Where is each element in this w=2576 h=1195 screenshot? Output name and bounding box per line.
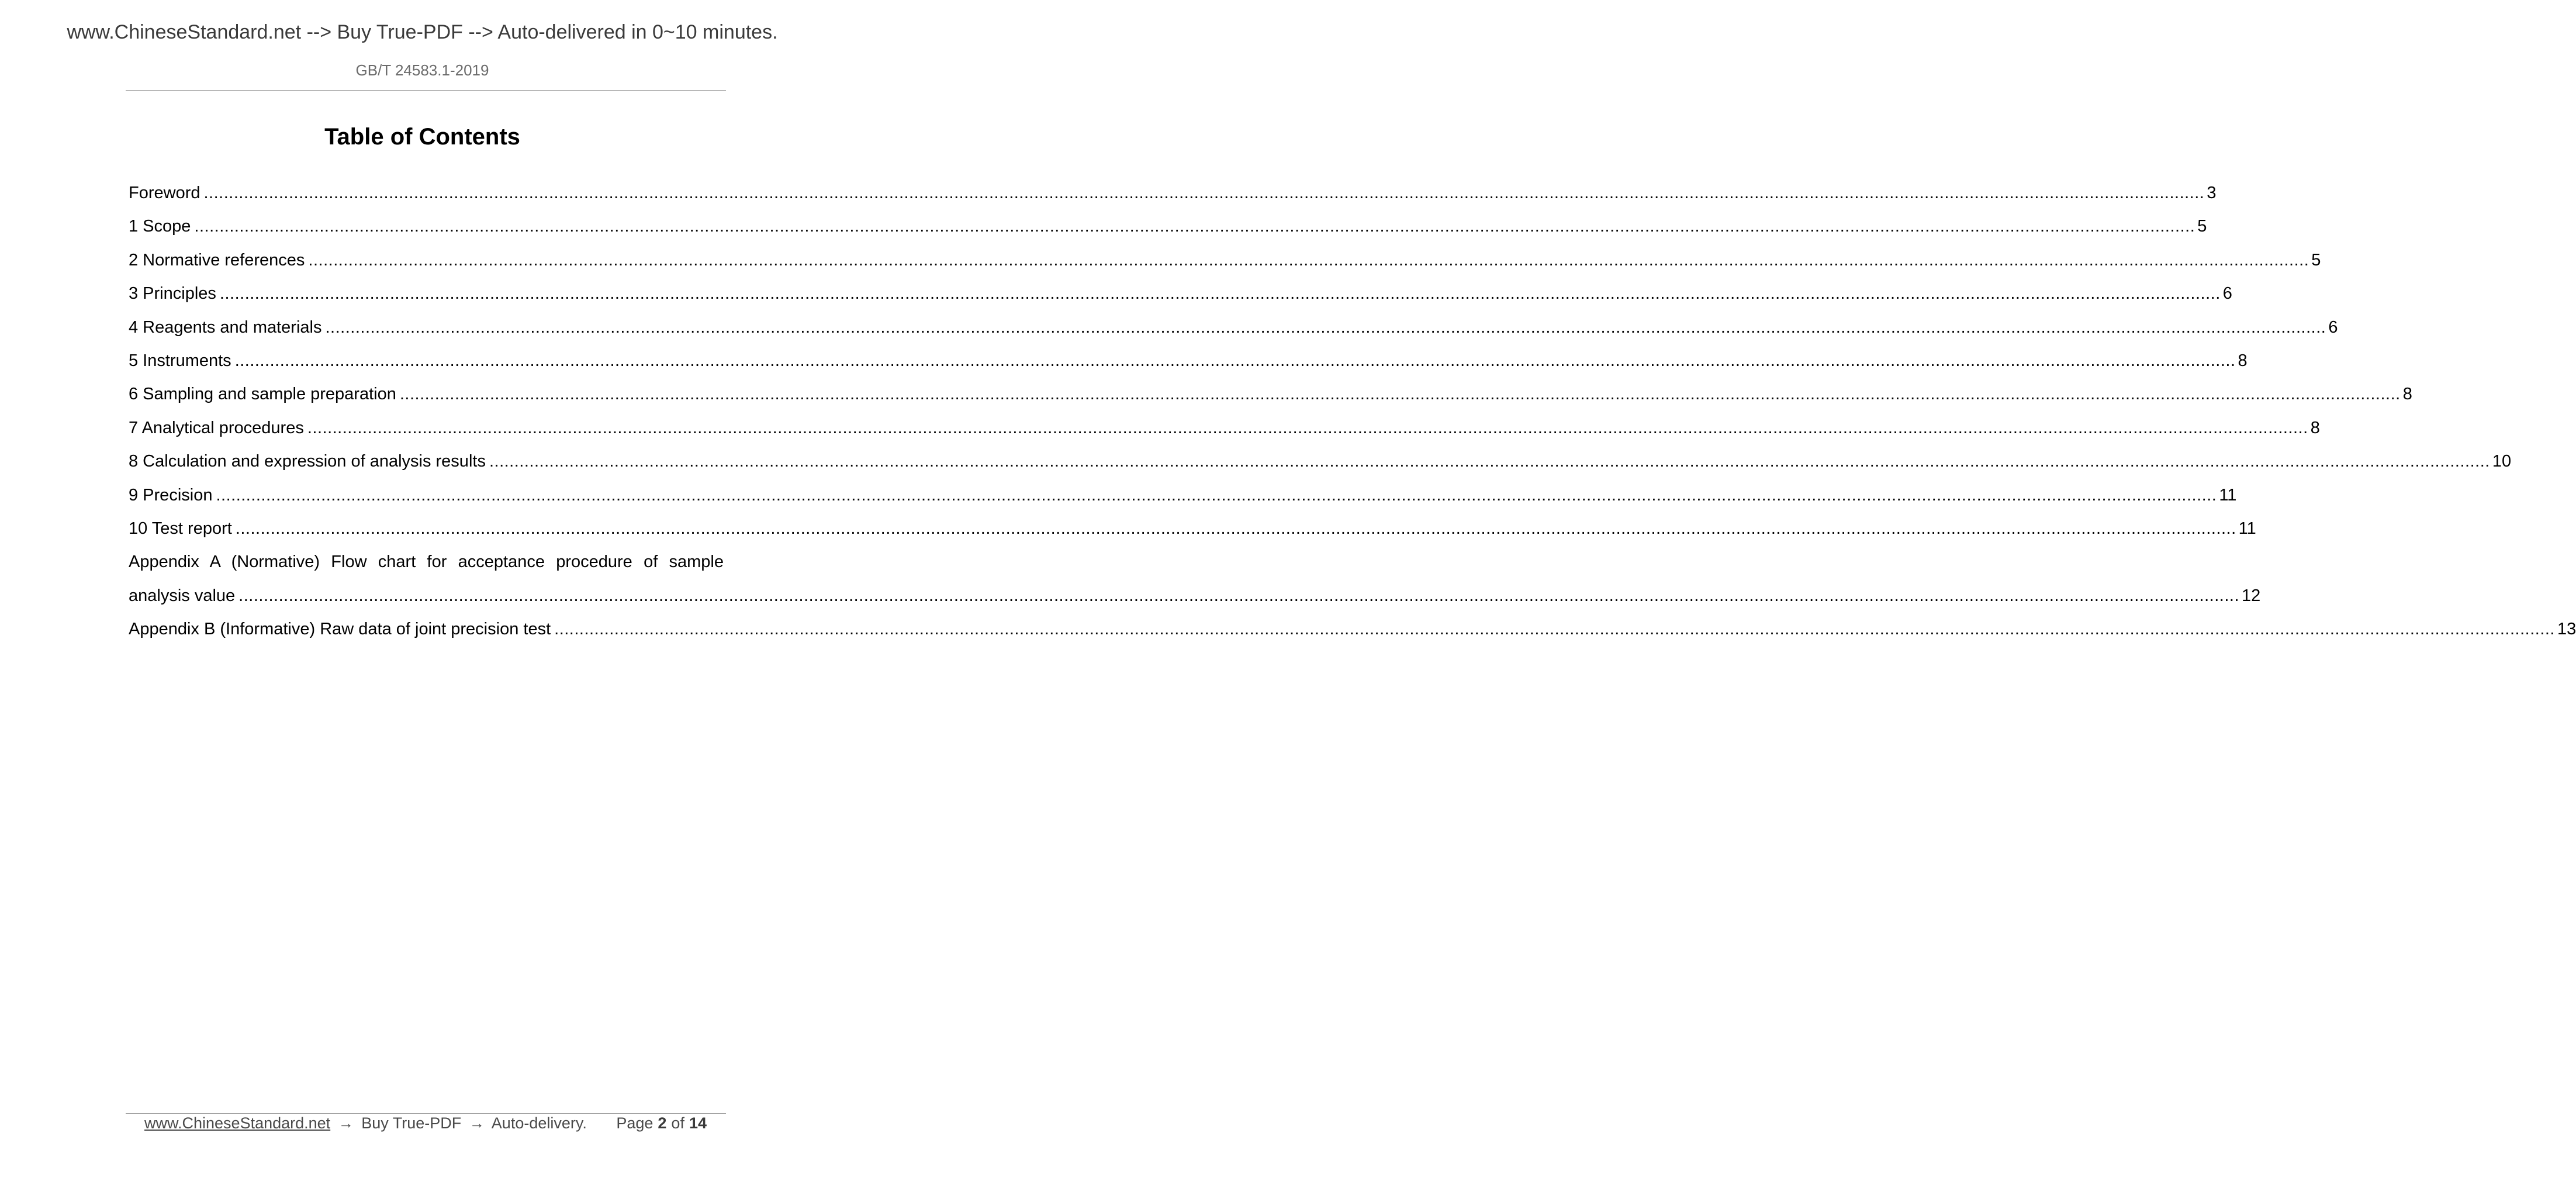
footer-text-buy: Buy True-PDF <box>361 1114 462 1132</box>
toc-entry-page: 11 <box>2219 485 2237 505</box>
toc-entry-scope[interactable] <box>129 210 2207 243</box>
toc-entry-principles[interactable] <box>129 277 2232 310</box>
toc-entry-page: 8 <box>2402 385 2412 404</box>
toc-entry-label: analysis value <box>129 586 236 605</box>
toc-title: Table of Contents <box>324 124 520 150</box>
dot-leader: ................................................................................................................................................................................................................................................................................................................................................................................................................ <box>554 620 2555 639</box>
dot-leader: ................................................................................................................................................................................................................................................................................................................................................................................................................ <box>489 452 2490 471</box>
footer-divider <box>126 1113 726 1114</box>
toc-entry-label: 8 Calculation and expression of analysis results <box>129 452 486 471</box>
toc-entry-label: 3 Principles <box>129 284 216 303</box>
toc-entry-label: 2 Normative references <box>129 250 305 270</box>
toc-entry-page: 13 <box>2557 620 2576 639</box>
arrow-right-icon: → <box>338 1114 354 1132</box>
toc-entry-label: Appendix B (Informative) Raw data of joint precision test <box>129 620 551 639</box>
toc-entry-page: 8 <box>2238 351 2247 370</box>
toc-entry-calculation[interactable] <box>129 445 2512 478</box>
toc-entry-reagents[interactable] <box>129 311 2338 344</box>
toc-entry-analytical-procedures[interactable] <box>129 412 2320 445</box>
page-indicator <box>616 1114 711 1132</box>
dot-leader: ................................................................................................................................................................................................................................................................................................................................................................................................................ <box>203 184 2205 202</box>
toc-entry-page: 12 <box>2242 586 2261 605</box>
page-word: Page <box>616 1114 653 1132</box>
page-footer <box>144 1114 711 1138</box>
toc-entry-appendix-a-line1[interactable] <box>129 545 724 579</box>
top-banner: www.ChineseStandard.net --> Buy True-PDF --> Auto-delivered in 0~10 minutes. <box>67 21 778 43</box>
page-current: 2 <box>658 1114 667 1132</box>
toc-entry-label: Foreword <box>129 184 200 202</box>
toc-entry-label: 4 Reagents and materials <box>129 317 322 337</box>
toc-entry-page: 8 <box>2310 418 2320 437</box>
toc-entry-page: 6 <box>2328 317 2338 337</box>
table-of-contents <box>129 177 2576 646</box>
of-word: of <box>671 1114 684 1132</box>
dot-leader: ................................................................................................................................................................................................................................................................................................................................................................................................................ <box>307 418 2308 437</box>
toc-entry-label: 10 Test report <box>129 519 232 538</box>
dot-leader: ................................................................................................................................................................................................................................................................................................................................................................................................................ <box>399 385 2401 404</box>
toc-entry-appendix-a[interactable] <box>129 579 2261 613</box>
toc-entry-sampling[interactable] <box>129 378 2412 411</box>
footer-text-delivery: Auto-delivery. <box>491 1114 587 1132</box>
toc-entry-page: 5 <box>2197 217 2207 236</box>
toc-entry-page: 5 <box>2311 250 2321 270</box>
toc-entry-label: 9 Precision <box>129 485 213 505</box>
toc-entry-appendix-b[interactable] <box>129 613 2576 646</box>
toc-entry-precision[interactable] <box>129 479 2237 512</box>
toc-entry-normative-references[interactable] <box>129 244 2321 277</box>
toc-entry-label: 1 Scope <box>129 217 191 236</box>
dot-leader: ................................................................................................................................................................................................................................................................................................................................................................................................................ <box>325 317 2326 337</box>
arrow-right-icon: → <box>469 1114 485 1132</box>
page-total: 14 <box>689 1114 707 1132</box>
toc-entry-label: Appendix A (Normative) Flow chart for acceptance procedure of sample <box>129 552 724 572</box>
footer-link[interactable]: www.ChineseStandard.net <box>144 1114 331 1132</box>
toc-entry-label: 6 Sampling and sample preparation <box>129 385 396 404</box>
standard-code: GB/T 24583.1-2019 <box>355 61 489 79</box>
toc-entry-foreword[interactable] <box>129 177 2217 210</box>
toc-entry-page: 6 <box>2222 284 2232 303</box>
dot-leader: ................................................................................................................................................................................................................................................................................................................................................................................................................ <box>194 217 2195 236</box>
toc-entry-instruments[interactable] <box>129 344 2247 378</box>
toc-entry-page: 10 <box>2492 452 2512 471</box>
dot-leader: ................................................................................................................................................................................................................................................................................................................................................................................................................ <box>238 586 2240 605</box>
toc-entry-label: 7 Analytical procedures <box>129 418 304 437</box>
toc-entry-test-report[interactable] <box>129 512 2256 545</box>
toc-entry-page: 3 <box>2207 184 2217 202</box>
toc-entry-page: 11 <box>2238 519 2256 538</box>
dot-leader: ................................................................................................................................................................................................................................................................................................................................................................................................................ <box>216 485 2217 505</box>
dot-leader: ................................................................................................................................................................................................................................................................................................................................................................................................................ <box>234 351 2236 370</box>
header-divider <box>126 90 726 91</box>
dot-leader: ................................................................................................................................................................................................................................................................................................................................................................................................................ <box>235 519 2236 538</box>
dot-leader: ................................................................................................................................................................................................................................................................................................................................................................................................................ <box>219 284 2221 303</box>
dot-leader: ................................................................................................................................................................................................................................................................................................................................................................................................................ <box>308 250 2309 270</box>
toc-entry-label: 5 Instruments <box>129 351 231 370</box>
